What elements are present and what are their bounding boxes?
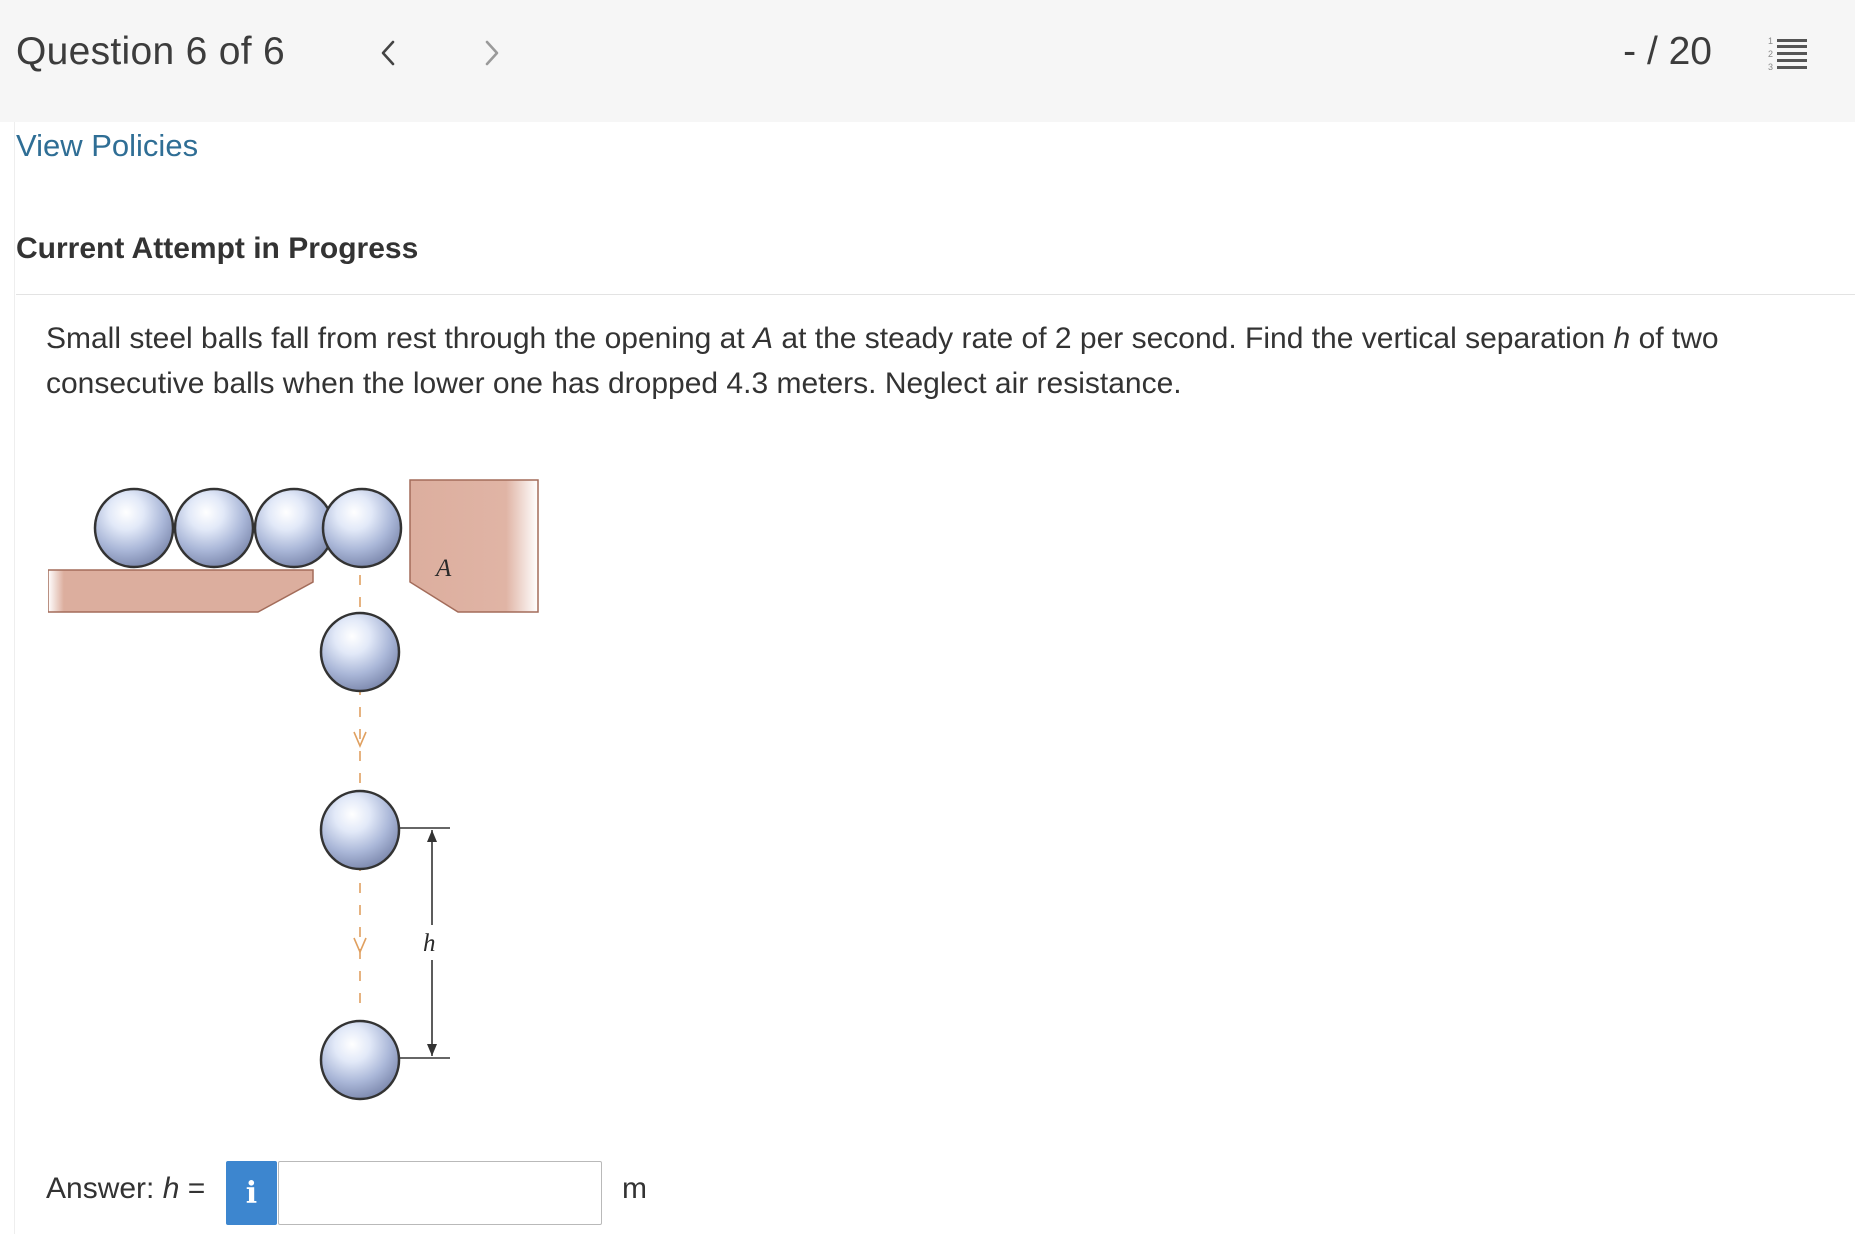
question-counter: Question 6 of 6 — [16, 30, 286, 73]
divider — [16, 294, 1855, 295]
question-text — [46, 316, 1816, 406]
svg-text:2: 2 — [1768, 49, 1774, 59]
info-button[interactable] — [226, 1161, 277, 1225]
svg-text:3: 3 — [1768, 62, 1774, 72]
question-text-part: at the steady rate of 2 per second. Find the vertical separation — [773, 322, 1614, 355]
falling-ball — [321, 791, 399, 869]
numbered-list-icon — [1766, 34, 1810, 74]
info-icon: i — [245, 1175, 258, 1211]
falling-ball — [321, 1021, 399, 1099]
attempt-heading: Current Attempt in Progress — [16, 232, 419, 265]
label-h: h — [423, 930, 436, 957]
view-policies-link[interactable]: View Policies — [16, 128, 199, 163]
ball-queue — [95, 489, 401, 567]
score-display: - / 20 — [1623, 30, 1712, 73]
answer-label-variable: h — [162, 1172, 180, 1205]
answer-input[interactable] — [278, 1161, 602, 1225]
variable-a: A — [753, 322, 774, 355]
answer-label-prefix: Answer: — [46, 1172, 163, 1205]
variable-h: h — [1613, 322, 1631, 355]
answer-label-suffix: = — [179, 1172, 206, 1205]
ledge — [48, 570, 313, 612]
answer-row — [46, 1160, 746, 1226]
falling-balls-diagram — [48, 470, 548, 1110]
chevron-left-icon — [378, 38, 398, 68]
wall-block — [410, 480, 538, 612]
svg-text:1: 1 — [1768, 36, 1774, 46]
label-a: A — [436, 555, 452, 582]
previous-question-button[interactable] — [368, 30, 408, 76]
falling-ball — [321, 613, 399, 691]
question-list-button[interactable] — [1766, 34, 1810, 74]
question-text-part: of two consecutive balls when the lower one has dropped 4.3 meters. Neglect air resistance. — [46, 322, 1719, 400]
problem-figure — [48, 470, 548, 1110]
unit-label: m — [622, 1172, 647, 1205]
next-question-button[interactable] — [472, 30, 512, 76]
question-text-part: Small steel balls fall from rest through the opening at — [46, 322, 754, 355]
chevron-right-icon — [482, 38, 502, 68]
answer-label — [46, 1172, 205, 1206]
